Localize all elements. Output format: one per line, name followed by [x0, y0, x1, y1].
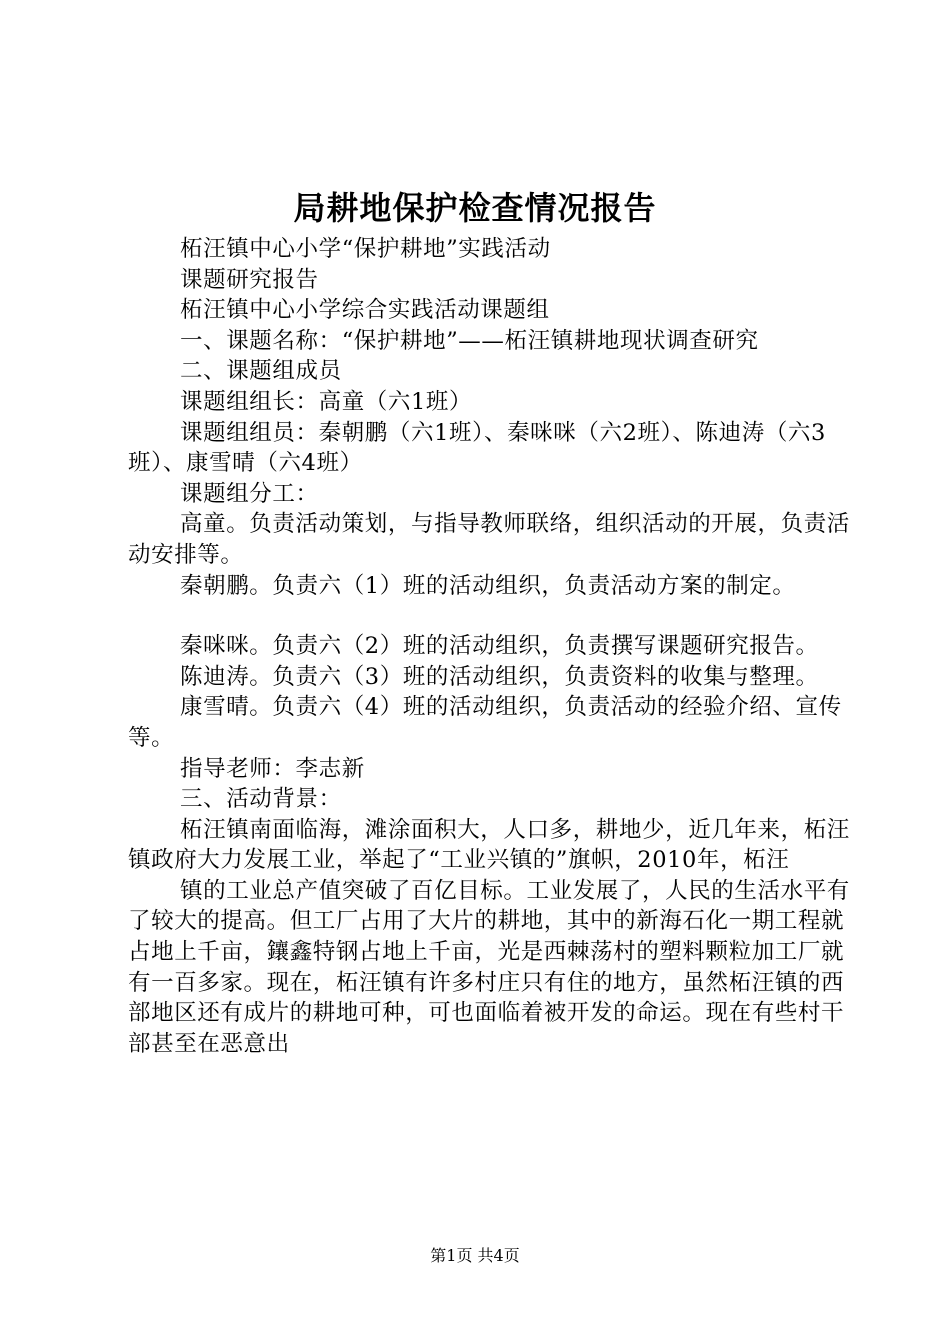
paragraph: 二、课题组成员: [180, 358, 342, 385]
paragraph: 三、活动背景：: [180, 786, 342, 813]
page-footer: 第1页 共4页: [430, 1246, 520, 1265]
document-title: 局耕地保护检查情况报告: [293, 189, 657, 227]
paragraph: 秦咪咪。负责六（2）班的活动组织，负责撰写课题研究报告。: [180, 633, 819, 660]
paragraph: 柘汪镇中心小学综合实践活动课题组: [180, 297, 550, 324]
paragraph: 课题组组员：秦朝鹏（六1班）、秦咪咪（六2班）、陈迪涛（六3班）、康雪晴（六4班）: [128, 419, 826, 477]
paragraph: 指导老师：李志新: [180, 755, 365, 782]
paragraph: 柘汪镇南面临海，滩涂面积大，人口多，耕地少，近几年来，柘汪镇政府大力发展工业，举起了“工业兴镇的”旗帜，2010年，柘汪: [128, 816, 850, 874]
paragraph: 镇的工业总产值突破了百亿目标。工业发展了，人民的生活水平有了较大的提高。但工厂占用了大片的耕地，其中的新海石化一期工程就占地上千亩，鑲鑫特钢占地上千亩，光是西棘荡村的塑料颗粒加工厂就有一百多家。现在，柘汪镇有许多村庄只有住的地方，虽然柘汪镇的西部地区还有成片的耕地可种，可也面临着被开发的命运。现在有些村干部甚至在恶意出: [128, 877, 850, 1057]
paragraph: 高童。负责活动策划，与指导教师联络，组织活动的开展，负责活动安排等。: [128, 511, 850, 568]
paragraph: 柘汪镇中心小学“保护耕地”实践活动: [180, 236, 551, 262]
paragraph: 陈迪涛。负责六（3）班的活动组织，负责资料的收集与整理。: [180, 663, 819, 690]
paragraph: 一、课题名称：“保护耕地”——柘汪镇耕地现状调查研究: [180, 327, 759, 354]
paragraph: 课题组分工：: [180, 480, 319, 507]
paragraph: 秦朝鹏。负责六（1）班的活动组织，负责活动方案的制定。: [180, 572, 796, 599]
paragraph: 康雪晴。负责六（4）班的活动组织，负责活动的经验介绍、宣传等。: [128, 694, 842, 751]
paragraph: 课题研究报告: [180, 266, 319, 293]
document-body: [128, 234, 850, 1059]
paragraph: 课题组组长：高童（六1班）: [180, 388, 473, 415]
